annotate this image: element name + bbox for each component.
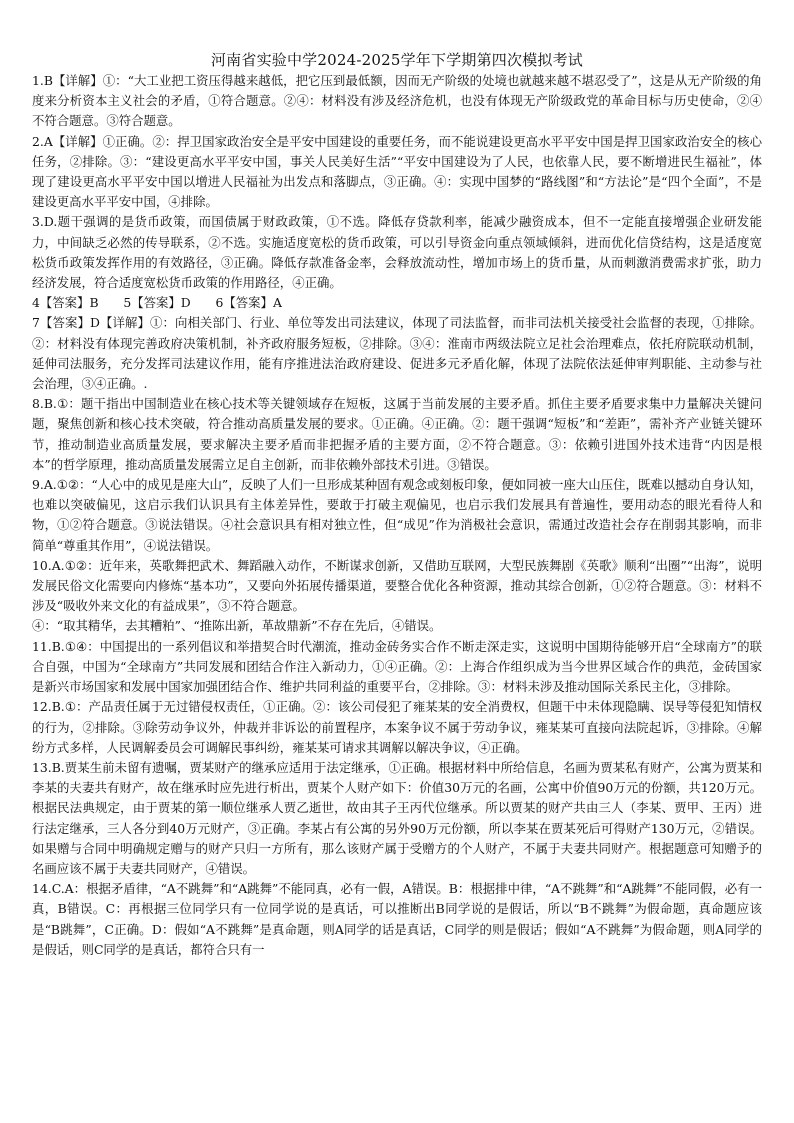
answer-paragraph-11: 11.B.①④：中国提出的一系列倡议和举措契合时代潮流，推动金砖务实合作不断走深走实，这说明中国期待能够开启“全球南方”的联合自强，中国为“全球南方”共同发展和团结合作注入新动力，①④正确。②：上海合作组织成为当今世界区域合作的典范，金砖国家是新兴市场国家和发展中国家加强团结合作、维护共同利益的重要平台，②排除。③：材料未涉及推动国际关系民主化，③排除。 [32,638,762,695]
answer-paragraph-4-6: 4【答案】B 5【答案】D 6【答案】A [32,295,282,311]
answer-paragraph-14: 14.C.A：根据矛盾律，“A不跳舞”和“A跳舞”不能同真，必有一假，A错误。B：根据排中律，“A不跳舞”和“A跳舞”不能同假，必有一真，B错误。C：再根据三位同学只有一位同学说的是真话，可以推断出B同学说的是假话，所以“B不跳舞”为假命题，真命题应该是“B跳舞”，C正确。D：假如“A不跳舞”是真命题，则A同学的话是真话，C同学的则是假话；假如“A不跳舞”为假命题，则A同学的是假话，则C同学的是真话，都符合只有一 [32,881,762,957]
answer-body [32,71,762,960]
answer-paragraph-12: 12.B.①：产品责任属于无过错侵权责任，①正确。②：该公司侵犯了雍某某的安全消费权，但题干中未体现隐瞒、误导等侵犯知情权的行为，②排除。③除劳动争议外，仲裁并非诉讼的前置程序，本案争议不属于劳动争议，雍某某可直接向法院起诉，③排除。④解纷方式多样，人民调解委员会可调解民事纠纷，雍某某可请求其调解以解决争议，④正确。 [32,699,762,755]
answer-paragraph-13: 13.B.贾某生前未留有遗嘱，贾某财产的继承应适用于法定继承，①正确。根据材料中所给信息，名画为贾某私有财产，公寓为贾某和李某的夫妻共有财产，故在继承时应先进行析出，贾某个人财产如下：价值30万元的名画，公寓中价值90万元的份额，共120万元。根据民法典规定，由于贾某的第一顺位继承人贾乙逝世，故由其子王丙代位继承。所以贾某的财产共由三人（李某、贾甲、王丙）进行法定继承，三人各分到40万元财产，③正确。李某占有公寓的另外90万元份额，所以李某在贾某死后可得财产130万元，②错误。如果赠与合同中明确规定赠与的财产只归一方所有，那么该财产属于受赠方的个人财产，不属于夫妻共同财产。根据题意可知赠予的名画应该不属于夫妻共同财产，④错误。 [32,759,762,876]
answer-paragraph-8: 8.B.①：题干指出中国制造业在核心技术等关键领域存在短板，这属于当前发展的主要矛盾。抓住主要矛盾要求集中力量解决关键问题，聚焦创新和核心技术突破，符合推动高质量发展的要求。①正确。④正确。②：题干强调“短板”和“差距”，需补齐产业链关键环节，推动制造业高质量发展，要求解决主要矛盾而非把握矛盾的主要方面，②不符合题意。③：依赖引进国外技术违背“内因是根本”的哲学原理，推动高质量发展需立足自主创新，而非依赖外部技术引进。③错误。 [32,396,762,472]
answer-paragraph-10: 10.A.①②：近年来，英歌舞把武术、舞蹈融入动作，不断谋求创新，又借助互联网，大型民族舞剧《英歌》顺利“出圈”“出海”，说明发展民俗文化需要向内修炼“基本功”，又要向外拓展传播渠道，要整合优化各种资源，推动其综合创新，①②符合题意。③：材料不涉及“吸收外来文化的有益成果”，③不符合题意。 [32,557,762,614]
answer-paragraph-9: 9.A.①②：“人心中的成见是座大山”，反映了人们一旦形成某种固有观念或刻板印象，便如同被一座大山压住，既难以撼动自身认知，也难以突破偏见，这启示我们认识具有主体差异性，要敢于打破主观偏见，也启示我们发展具有普遍性，要用动态的眼光看待人和物，①②符合题意。③说法错误。④社会意识具有相对独立性，但“成见”作为消极社会意识，需通过改造社会存在削弱其影响，而非简单“尊重其作用”，④说法错误。 [32,477,762,553]
answer-paragraph-3: 3.D.题干强调的是货币政策，而国债属于财政政策，①不选。降低存贷款利率，能减少融资成本，但不一定能直接增强企业研发能力，中间缺乏必然的传导联系，②不选。实施适度宽松的货币政策，可以引导资金向重点领域倾斜，进而优化信贷结构，这是适度宽松货币政策发挥作用的有效路径，③正确。降低存款准备金率，会释放流动性，增加市场上的货币量，从而刺激消费需求扩张，助力经济发展，符合适度宽松货币政策的作用路径，④正确。 [32,214,762,291]
answer-paragraph-10-cont: ④：“取其精华，去其糟粕”、“推陈出新，革故鼎新”不存在先后，④错误。 [32,618,442,634]
answer-paragraph-7: 7【答案】D【详解】①：向相关部门、行业、单位等发出司法建议，体现了司法监督，而非司法机关接受社会监督的表现，①排除。②：材料没有体现完善政府决策机制，补齐政府服务短板，②排除。③④：淮南市两级法院立足社会治理难点，依托府院联动机制，延伸司法服务，充分发挥司法建议作用，能有序推进法治政府建设、促进多元矛盾化解，体现了法院依法延伸审判职能、主动参与社会治理，③④正确。. [32,315,762,392]
document-title: 河南省实验中学2024-2025学年下学期第四次模拟考试 [210,51,584,69]
answer-paragraph-2: 2.A【详解】①正确。②：捍卫国家政治安全是平安中国建设的重要任务，而不能说建设更高水平平安中国是捍卫国家政治安全的核心任务，②排除。③：“建设更高水平平安中国，事关人民美好生活”“平安中国建设为了人民，也依靠人民，要不断增进民生福祉”，体现了建设更高水平平安中国以增进人民福祉为出发点和落脚点，③正确。④：实现中国梦的“路线图”和“方法论”是“四个全面”，不是建设更高水平平安中国，④排除。 [32,133,762,210]
answer-paragraph-1: 1.B【详解】①：“大工业把工资压得越来越低，把它压到最低额，因而无产阶级的处境也就越来越不堪忍受了”，这是从无产阶级的角度来分析资本主义社会的矛盾，①符合题意。②④：材料没有涉及经济危机，也没有体现无产阶级政党的革命目标与历史使命，②④不符合题意。③符合题意。 [32,73,762,129]
